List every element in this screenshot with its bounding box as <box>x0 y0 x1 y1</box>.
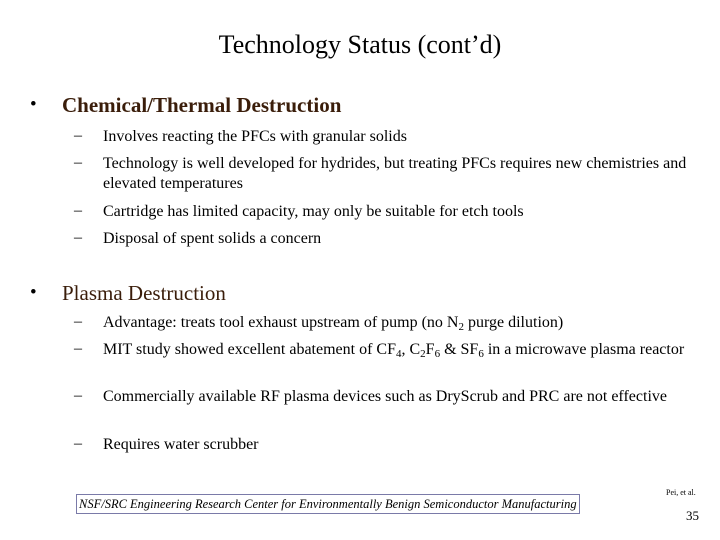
list-item: Involves reacting the PFCs with granular solids <box>103 128 407 145</box>
dash-marker: – <box>74 202 82 219</box>
dash-marker: – <box>74 313 82 330</box>
list-item: Requires water scrubber <box>103 436 259 453</box>
dash-marker: – <box>74 229 82 246</box>
bullet-marker: • <box>30 94 37 115</box>
slide-title: Technology Status (cont’d) <box>218 30 502 59</box>
section-heading-plasma: Plasma Destruction <box>62 281 226 305</box>
dash-marker: – <box>74 387 82 404</box>
list-item: Cartridge has limited capacity, may only be suitable for etch tools <box>103 203 524 220</box>
dash-marker: – <box>74 127 82 144</box>
list-item: Technology is well developed for hydrides, but treating PFCs requires new chemistries and elevated temperatures <box>103 155 687 192</box>
bullet-marker: • <box>30 282 37 303</box>
footer-center-name: NSF/SRC Engineering Research Center for Environmentally Benign Semiconductor Manufacturing <box>76 494 580 514</box>
dash-marker: – <box>74 340 82 357</box>
list-item: Disposal of spent solids a concern <box>103 230 322 247</box>
page-number: 35 <box>686 508 699 523</box>
list-item: MIT study showed excellent abatement of $CF_4$, $C_2F_6$ & $SF_6$ in a microwave plasma reactor <box>103 341 685 360</box>
list-item: Commercially available RF plasma devices such as DryScrub and PRC are not effective <box>103 388 667 405</box>
dash-marker: – <box>74 154 82 171</box>
author-credit: Pei, et al. <box>666 488 696 497</box>
section-heading-chemical-thermal: Chemical/Thermal Destruction <box>62 93 342 117</box>
dash-marker: – <box>74 435 82 452</box>
list-item: Advantage: treats tool exhaust upstream of pump (no $N_2$ purge dilution) <box>103 314 564 333</box>
